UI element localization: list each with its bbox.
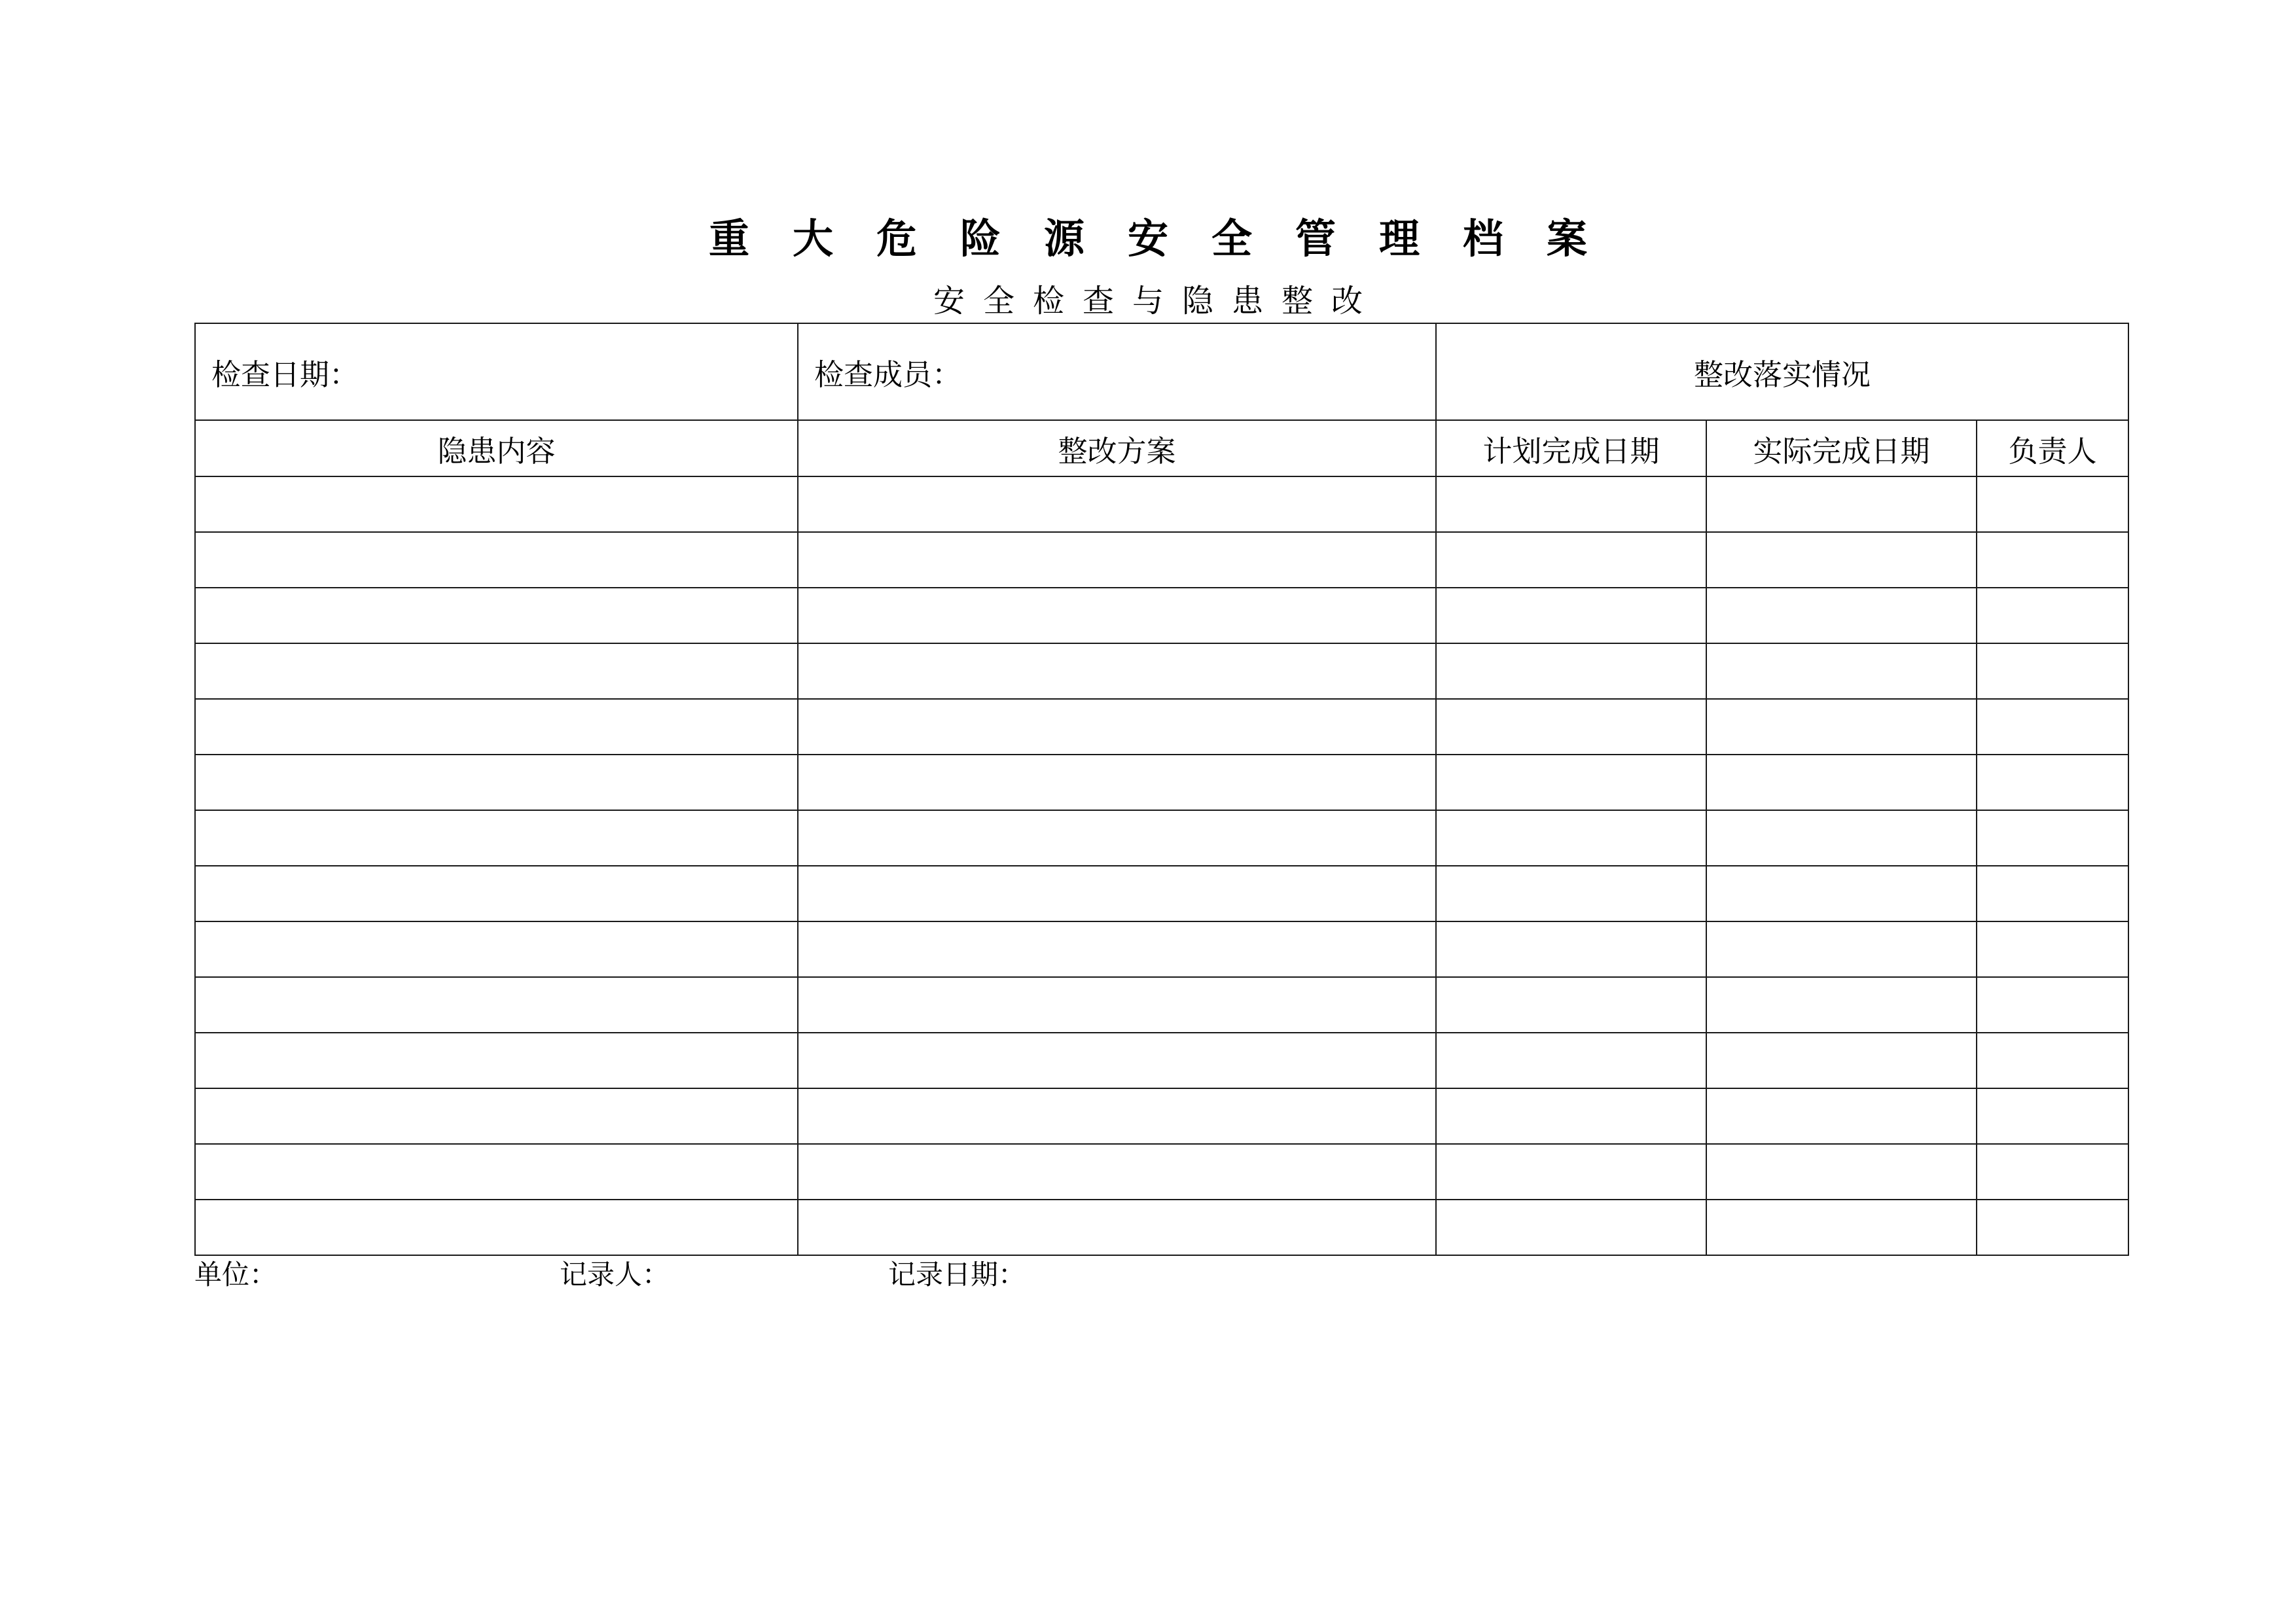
hazard-content-cell[interactable] [195,1200,798,1255]
document-subtitle: 安全检查与隐患整改 [933,283,1381,319]
table-row [195,1200,2128,1255]
document-title: 重大危险源安全管理档案 [708,215,1630,262]
header-planned-completion-date: 计划完成日期 [1436,420,1706,476]
planned-date-cell[interactable] [1436,1200,1706,1255]
responsible-person-cell[interactable] [1977,532,2128,588]
actual-date-cell[interactable] [1706,810,1977,866]
rectification-plan-cell[interactable] [798,1088,1436,1144]
hazard-content-cell[interactable] [195,755,798,810]
responsible-person-cell[interactable] [1977,1088,2128,1144]
table-row [195,755,2128,810]
rectification-plan-cell[interactable] [798,1033,1436,1088]
column-header-row [195,420,2128,476]
form-info-row [195,323,2128,420]
planned-date-cell[interactable] [1436,1033,1706,1088]
responsible-person-cell[interactable] [1977,755,2128,810]
actual-date-cell[interactable] [1706,1144,1977,1200]
check-members-cell[interactable] [798,323,1436,420]
responsible-person-cell[interactable] [1977,810,2128,866]
planned-date-cell[interactable] [1436,532,1706,588]
rectification-plan-cell[interactable] [798,588,1436,643]
table-row [195,532,2128,588]
table-row [195,810,2128,866]
actual-date-cell[interactable] [1706,921,1977,977]
actual-date-cell[interactable] [1706,755,1977,810]
table-row [195,1144,2128,1200]
actual-date-cell[interactable] [1706,866,1977,921]
responsible-person-cell[interactable] [1977,476,2128,532]
rectification-plan-cell[interactable] [798,866,1436,921]
responsible-person-cell[interactable] [1977,643,2128,699]
responsible-person-cell[interactable] [1977,1144,2128,1200]
hazard-content-cell[interactable] [195,1033,798,1088]
check-date-cell[interactable] [195,323,798,420]
hazard-content-cell[interactable] [195,810,798,866]
rectification-plan-cell[interactable] [798,476,1436,532]
table-row [195,699,2128,755]
hazard-content-cell[interactable] [195,977,798,1033]
actual-date-cell[interactable] [1706,699,1977,755]
responsible-person-cell[interactable] [1977,977,2128,1033]
table-row [195,1088,2128,1144]
hazard-content-cell[interactable] [195,476,798,532]
rectification-status-header [1436,323,2128,420]
table-row [195,476,2128,532]
rectification-plan-cell[interactable] [798,755,1436,810]
responsible-person-cell[interactable] [1977,1200,2128,1255]
rectification-plan-cell[interactable] [798,977,1436,1033]
hazard-content-cell[interactable] [195,699,798,755]
planned-date-cell[interactable] [1436,921,1706,977]
hazard-content-cell[interactable] [195,921,798,977]
planned-date-cell[interactable] [1436,476,1706,532]
planned-date-cell[interactable] [1436,1088,1706,1144]
header-rectification-plan: 整改方案 [798,420,1436,476]
check-members-label: 检查成员： [814,357,962,392]
check-date-label: 检查日期： [211,357,359,392]
footer-unit-label: 单位： [194,1258,278,1291]
inspection-form-table [194,323,2129,1256]
actual-date-cell[interactable] [1706,532,1977,588]
footer-recorder-label: 记录人： [560,1258,670,1291]
hazard-content-cell[interactable] [195,1144,798,1200]
table-row [195,643,2128,699]
rectification-plan-cell[interactable] [798,532,1436,588]
rectification-plan-cell[interactable] [798,1200,1436,1255]
responsible-person-cell[interactable] [1977,699,2128,755]
planned-date-cell[interactable] [1436,810,1706,866]
actual-date-cell[interactable] [1706,1088,1977,1144]
responsible-person-cell[interactable] [1977,921,2128,977]
planned-date-cell[interactable] [1436,977,1706,1033]
rectification-plan-cell[interactable] [798,699,1436,755]
responsible-person-cell[interactable] [1977,1033,2128,1088]
planned-date-cell[interactable] [1436,699,1706,755]
planned-date-cell[interactable] [1436,643,1706,699]
hazard-content-cell[interactable] [195,588,798,643]
actual-date-cell[interactable] [1706,977,1977,1033]
table-row [195,921,2128,977]
footer-record-date-label: 记录日期： [888,1258,1026,1291]
planned-date-cell[interactable] [1436,1144,1706,1200]
hazard-content-cell[interactable] [195,643,798,699]
responsible-person-cell[interactable] [1977,866,2128,921]
hazard-content-cell[interactable] [195,866,798,921]
rectification-plan-cell[interactable] [798,643,1436,699]
planned-date-cell[interactable] [1436,755,1706,810]
actual-date-cell[interactable] [1706,476,1977,532]
actual-date-cell[interactable] [1706,588,1977,643]
rectification-status-label: 整改落实情况 [1693,357,1871,392]
rectification-plan-cell[interactable] [798,921,1436,977]
responsible-person-cell[interactable] [1977,588,2128,643]
table-row [195,866,2128,921]
actual-date-cell[interactable] [1706,1033,1977,1088]
hazard-content-cell[interactable] [195,1088,798,1144]
actual-date-cell[interactable] [1706,643,1977,699]
planned-date-cell[interactable] [1436,866,1706,921]
header-actual-completion-date: 实际完成日期 [1706,420,1977,476]
hazard-content-cell[interactable] [195,532,798,588]
table-row [195,588,2128,643]
table-row [195,977,2128,1033]
planned-date-cell[interactable] [1436,588,1706,643]
rectification-plan-cell[interactable] [798,1144,1436,1200]
table-row [195,1033,2128,1088]
header-hazard-content: 隐患内容 [195,420,798,476]
rectification-plan-cell[interactable] [798,810,1436,866]
header-responsible-person: 负责人 [1977,420,2128,476]
actual-date-cell[interactable] [1706,1200,1977,1255]
